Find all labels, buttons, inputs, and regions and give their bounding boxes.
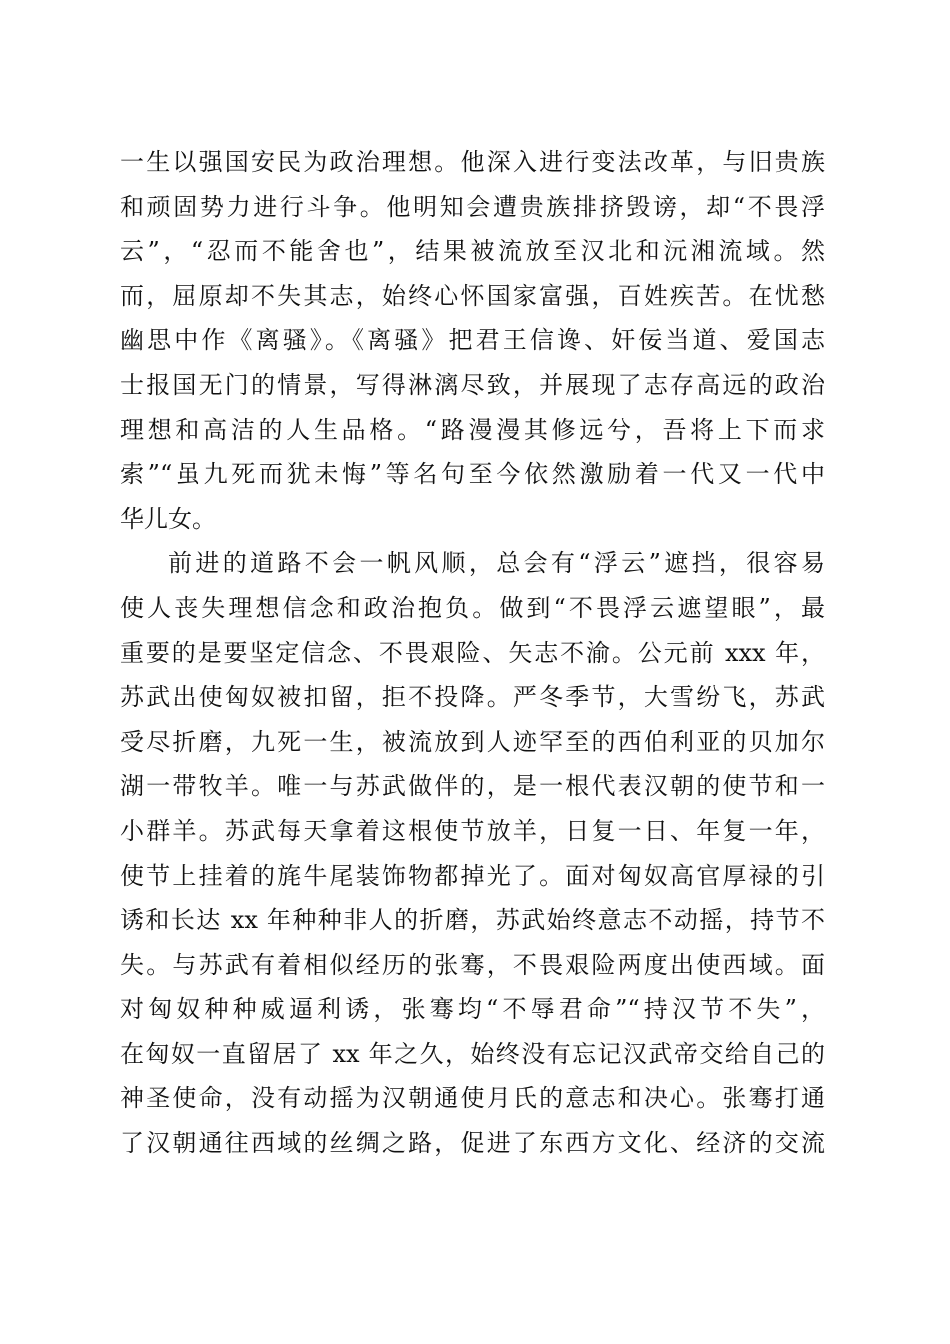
text-line: 理想和高洁的人生品格。“路漫漫其修远兮，吾将上下而求 [120,415,825,444]
text-line: 在匈奴一直留居了 xx 年之久，始终没有忘记汉武帝交给自己的 [120,1039,825,1068]
text-line: 苏武出使匈奴被扣留，拒不投降。严冬季节，大雪纷飞，苏武 [120,683,825,712]
text-line: 使人丧失理想信念和政治抱负。做到“不畏浮云遮望眼”，最 [120,593,825,622]
body-text [120,140,825,1166]
text-line: 对匈奴种种威逼利诱，张骞均“不辱君命”“持汉节不失”， [120,995,825,1024]
text-line: 索”“虽九死而犹未悔”等名句至今依然激励着一代又一代中 [120,460,825,489]
text-line: 云”，“忍而不能舍也”，结果被流放至汉北和沅湘流域。然 [120,237,825,266]
text-line: 重要的是要坚定信念、不畏艰险、矢志不渝。公元前 xxx 年， [120,638,825,667]
text-line: 而，屈原却不失其志，始终心怀国家富强，百姓疾苦。在忧愁 [120,281,825,310]
paragraph-qu-yuan [120,140,825,541]
text-line: 前进的道路不会一帆风顺，总会有“浮云”遮挡，很容易 [168,549,825,578]
text-line: 和顽固势力进行斗争。他明知会遭贵族排挤毁谤，却“不畏浮 [120,192,825,221]
text-line: 受尽折磨，九死一生，被流放到人迹罕至的西伯利亚的贝加尔 [120,727,825,756]
text-line: 幽思中作《离骚》。《离骚》把君王信谗、奸佞当道、爱国志 [120,326,825,355]
text-line: 使节上挂着的旄牛尾装饰物都掉光了。面对匈奴高官厚禄的引 [120,861,825,890]
text-line: 华儿女。 [120,504,216,533]
text-line: 诱和长达 xx 年种种非人的折磨，苏武始终意志不动摇，持节不 [120,906,825,935]
text-line: 神圣使命，没有动摇为汉朝通使月氏的意志和决心。张骞打通 [120,1084,825,1113]
text-line: 湖一带牧羊。唯一与苏武做伴的，是一根代表汉朝的使节和一 [120,772,825,801]
text-line: 失。与苏武有着相似经历的张骞，不畏艰险两度出使西域。面 [120,950,825,979]
text-line: 士报国无门的情景，写得淋漓尽致，并展现了志存高远的政治 [120,370,825,399]
paragraph-su-wu-zhang-qian [120,541,825,1165]
text-line: 一生以强国安民为政治理想。他深入进行变法改革，与旧贵族 [120,148,825,176]
text-line: 了汉朝通往西域的丝绸之路，促进了东西方文化、经济的交流 [120,1129,825,1158]
text-line: 小群羊。苏武每天拿着这根使节放羊，日复一日、年复一年， [120,816,825,845]
